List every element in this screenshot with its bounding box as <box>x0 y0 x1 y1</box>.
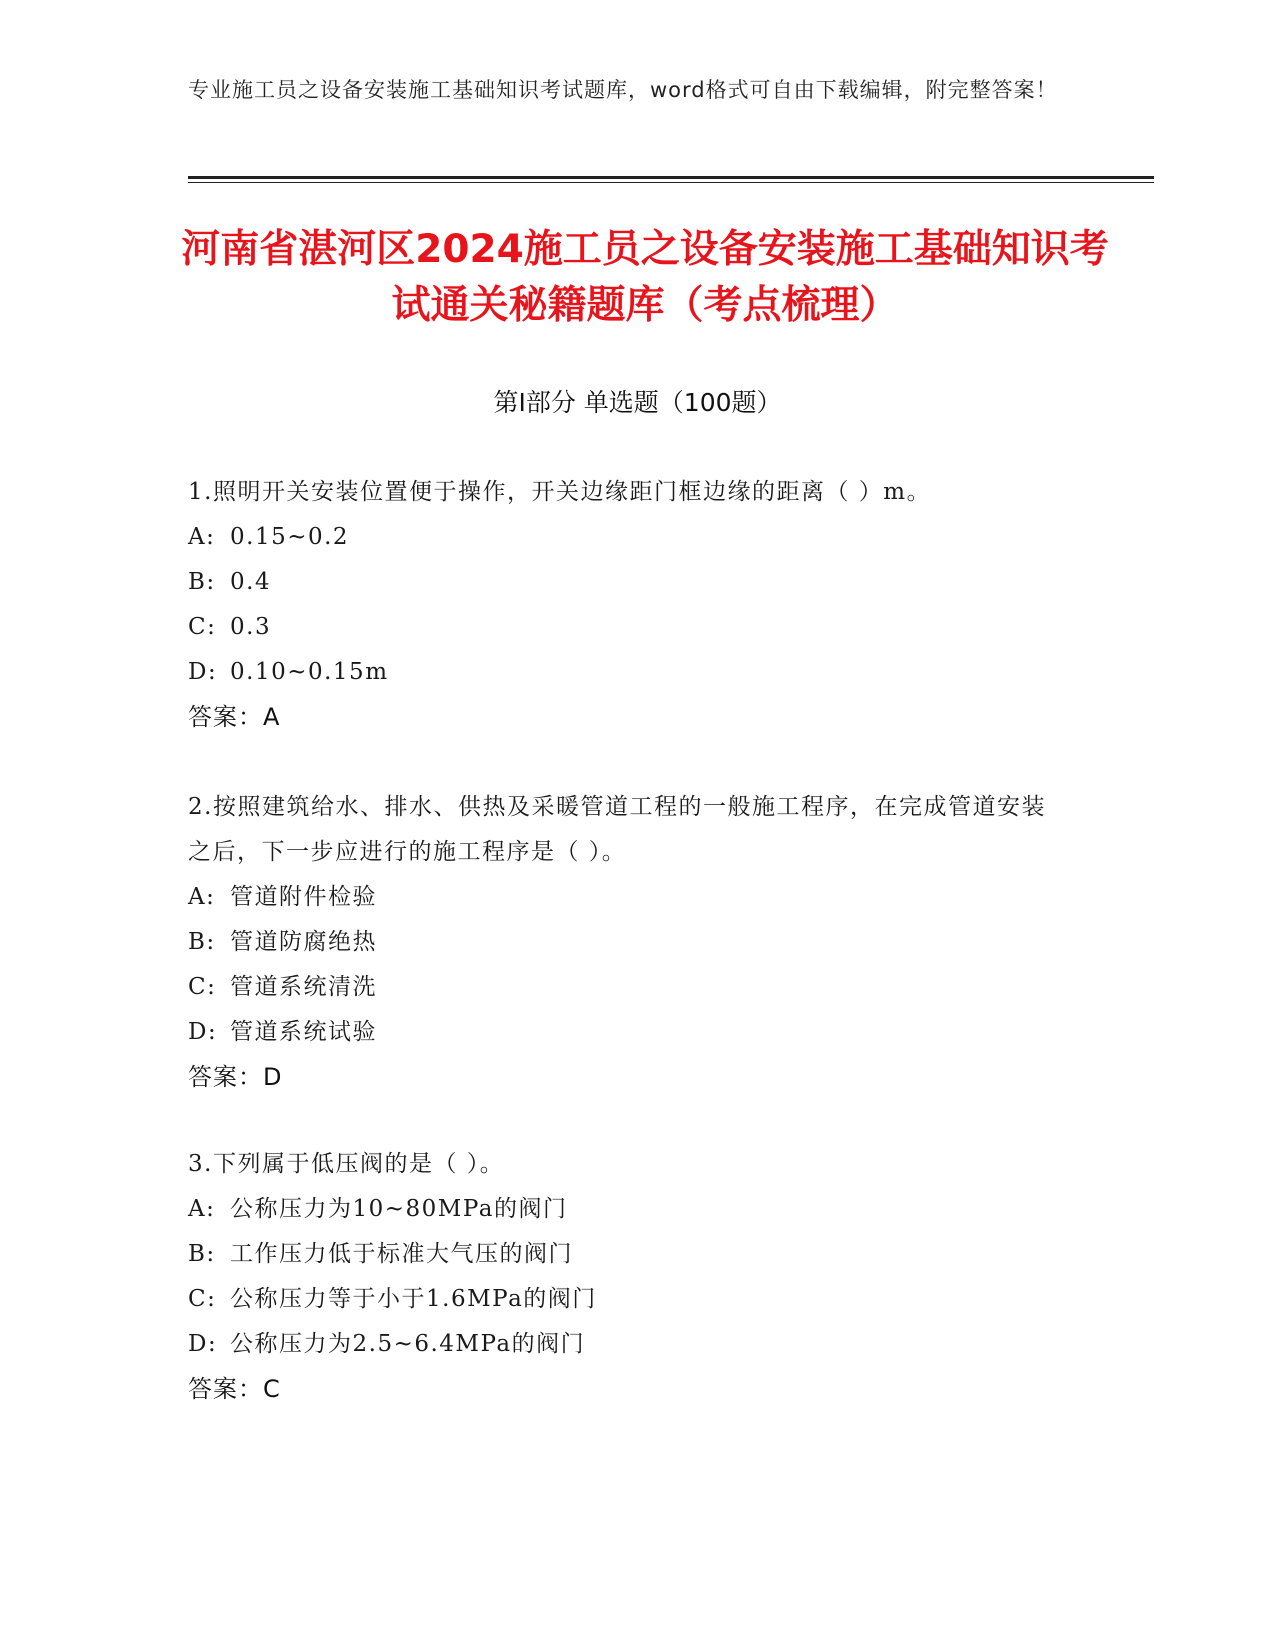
option-text: 0.4 <box>230 569 272 595</box>
option-b <box>188 1232 1068 1277</box>
question-3 <box>188 1142 1068 1412</box>
option-text: 管道系统清洗 <box>230 974 377 1000</box>
option-text: 公称压力为2.5~6.4MPa的阀门 <box>230 1331 586 1357</box>
option-c <box>188 965 1068 1010</box>
option-key: B: <box>188 929 216 955</box>
option-key: D: <box>188 659 218 685</box>
document-title: 河南省湛河区2024施工员之设备安装施工基础知识考试通关秘籍题库（考点梳理） <box>181 227 1109 328</box>
option-text: 管道防腐绝热 <box>230 929 377 955</box>
answer-line: 答案：C <box>188 1375 281 1403</box>
option-c <box>188 605 1068 650</box>
option-c <box>188 1277 1068 1322</box>
option-key: C: <box>188 1286 217 1312</box>
answer-line: 答案：A <box>188 703 281 731</box>
question-1 <box>188 470 1068 740</box>
option-text: 公称压力等于小于1.6MPa的阀门 <box>230 1286 597 1312</box>
option-b <box>188 560 1068 605</box>
option-d <box>188 650 1068 695</box>
option-text: 管道系统试验 <box>230 1019 377 1045</box>
question-stem: 2.按照建筑给水、排水、供热及采暖管道工程的一般施工程序，在完成管道安装之后，下一步应进行的施工程序是（ ）。 <box>188 794 1046 865</box>
option-text: 工作压力低于标准大气压的阀门 <box>230 1241 573 1267</box>
answer-line: 答案：D <box>188 1063 283 1091</box>
option-a <box>188 515 1068 560</box>
question-2 <box>188 785 1068 1100</box>
option-text: 公称压力为10~80MPa的阀门 <box>230 1196 568 1222</box>
option-d <box>188 1322 1068 1367</box>
option-a <box>188 875 1068 920</box>
option-key: A: <box>188 884 216 910</box>
option-a <box>188 1187 1068 1232</box>
option-d <box>188 1010 1068 1055</box>
option-key: C: <box>188 974 217 1000</box>
header-note: 专业施工员之设备安装施工基础知识考试题库，word格式可自由下载编辑，附完整答案！ <box>188 78 1058 102</box>
option-text: 0.10~0.15m <box>230 659 389 685</box>
option-key: C: <box>188 614 217 640</box>
option-key: D: <box>188 1331 218 1357</box>
option-b <box>188 920 1068 965</box>
option-text: 0.3 <box>230 614 272 640</box>
question-stem: 1.照明开关安装位置便于操作，开关边缘距门框边缘的距离（ ）m。 <box>188 479 932 505</box>
option-key: B: <box>188 569 216 595</box>
section-title: 第Ⅰ部分 单选题（100题） <box>493 388 782 417</box>
header-divider-thick <box>188 176 1154 179</box>
option-text: 管道附件检验 <box>230 884 377 910</box>
question-stem: 3.下列属于低压阀的是（ ）。 <box>188 1151 505 1177</box>
option-text: 0.15~0.2 <box>230 524 350 550</box>
option-key: A: <box>188 1196 216 1222</box>
option-key: D: <box>188 1019 218 1045</box>
option-key: A: <box>188 524 216 550</box>
header-divider-thin <box>188 182 1154 183</box>
option-key: B: <box>188 1241 216 1267</box>
